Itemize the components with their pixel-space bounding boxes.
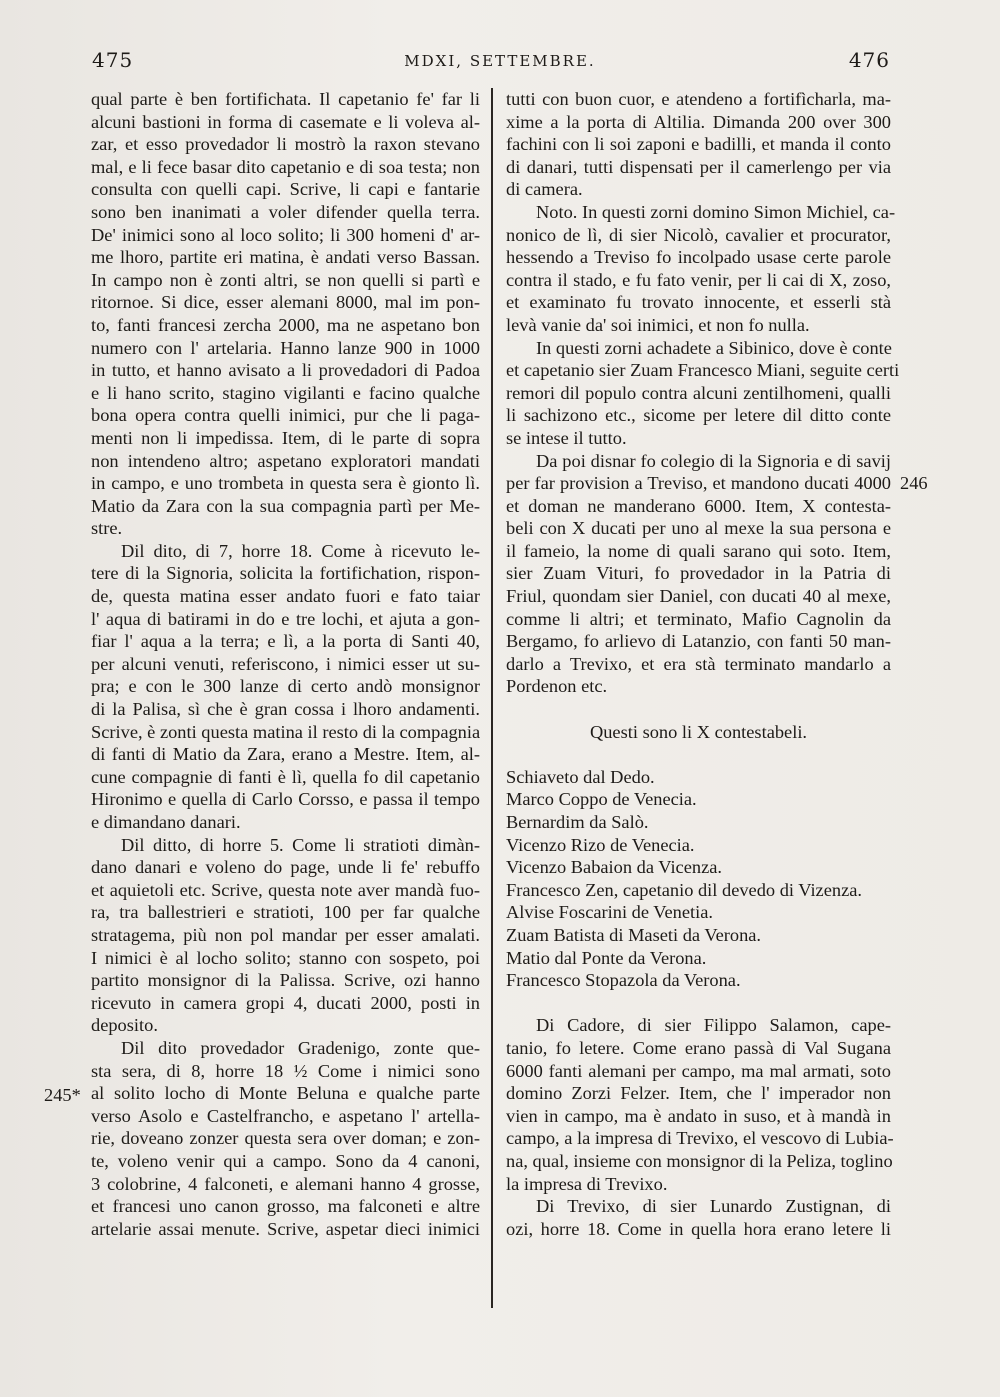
text-line: Noto. In questi zorni domino Simon Michiel, ca- (536, 201, 896, 222)
text-line: Bergamo, fo arlievo di Latanzio, con fanti 50 man- (506, 631, 891, 652)
list-item: Francesco Zen, capetanio dil devedo di Vizenza. (506, 879, 863, 900)
text-line: Dil dito provedador Gradenigo, zonte que- (121, 1037, 480, 1058)
text-line: In campo non è zonti altri, se non quelli si partì e (91, 269, 480, 290)
spacer (506, 698, 891, 721)
spacer (506, 992, 891, 1015)
text-line: di fanti di Matio da Zara, erano a Mestre. Item, al- (91, 744, 480, 765)
list-item: Vicenzo Babaion da Vicenza. (506, 857, 722, 878)
text-line: contra il stado, e fu fato venir, per li cai di X, zoso, (506, 269, 891, 290)
text-line: di danari, tutti dispensati per il camerlengo per via (506, 156, 891, 177)
text-line: menti non li impedissa. Item, di le parte di sopra (91, 427, 480, 448)
list-item: Vicenzo Rizo de Venecia. (506, 834, 695, 855)
text-line: na, qual, insieme con monsignor di la Peliza, toglino (506, 1150, 893, 1171)
text-line: al solito locho di Monte Beluna e qualche parte (91, 1083, 480, 1104)
text-line: Friul, quondam sier Daniel, con ducati 40 al mexe, (506, 586, 891, 607)
text-line: di la Palisa, sì che è gran cossa i lhoro andamenti. (91, 699, 480, 720)
text-line: 3 colobrine, 4 falconeti, e alemani hanno 4 grosse, (91, 1173, 480, 1194)
text-line: comme li altri; et terminato, Mafio Cagnolin da (506, 608, 891, 629)
text-line: zar, et esso provedador li mostrò la raxon stevano (91, 134, 480, 155)
spacer (506, 743, 891, 766)
list-item: Bernardim da Salò. (506, 812, 649, 832)
text-line: fachini con li soi zaponi e badilli, et manda il conto (506, 134, 891, 155)
text-line: Di Cadore, di sier Filippo Salamon, cape- (536, 1015, 891, 1036)
text-line: e li hano scrito, stagino vigilanti e facino qualche (91, 382, 480, 403)
text-line: levà vanie da' soi inimici, et non fo nulla. (506, 314, 810, 335)
text-line: fiar l' aqua a la terra; e lì, a la porta di Santi 40, (91, 631, 480, 652)
list-item: Marco Coppo de Venecia. (506, 789, 697, 810)
text-line: bona opera contra quelli inimici, pur che li paga- (91, 405, 480, 426)
text-line: Di Trevixo, di sier Lunardo Zustignan, di (536, 1196, 891, 1217)
text-line: Pordenon etc. (506, 676, 608, 697)
text-line: xime a la porta di Altilia. Dimanda 200 over 300 (506, 111, 891, 132)
text-line: domino Zorzi Felzer. Item, che l' imperador non (506, 1083, 891, 1104)
text-line: verso Asolo e Castelfrancho, e aspetano l' artella- (91, 1105, 480, 1126)
text-line: me lhoro, partite eri matina, è andati verso Bassan. (91, 247, 480, 268)
text-line: beli con X ducati per uno al mexe la sua persona e (506, 518, 891, 539)
right-text-column (506, 88, 900, 1240)
text-line: dano danari e voleno do page, unde li fe' rebuffo (91, 857, 480, 878)
text-line: vien in campo, ma è andato in suso, et à mandà in (506, 1105, 891, 1126)
text-line: alcuni bastioni in forma di casemate e li voleva al- (91, 111, 480, 132)
text-line: et capetanio sier Zuam Francesco Miani, seguite certi (506, 360, 900, 381)
text-line: deposito. (91, 1015, 158, 1036)
text-line: cune compagnie di fanti è lì, quella fo dil capetanio (91, 766, 480, 787)
text-line: ozi, horre 18. Come in quella hora erano letere li (506, 1218, 891, 1239)
text-line: nonico de lì, di sier Nicolò, cavalier et procurator, (506, 224, 891, 245)
text-line: pra; e con le 300 lanze di certo andò monsignor (91, 676, 480, 697)
text-line: te, voleno venir qui a campo. Sono da 4 canoni, (91, 1150, 480, 1171)
text-line: Dil ditto, di horre 5. Come li stratioti dimàn- (121, 834, 480, 855)
text-line: in campo, e uno trombeta in questa sera è gionto lì. (91, 473, 480, 494)
text-line: Da poi disnar fo colegio di la Signoria e di savij (536, 450, 891, 471)
text-line: tutti con buon cuor, e atendeno a fortifìcharla, ma- (506, 89, 891, 109)
text-line: et francesi uno canon grosso, ma falconeti e altre (91, 1196, 480, 1217)
text-line: de, questa matina esser andato fuori e fato taiar (91, 586, 480, 607)
text-line: remori dil populo contra alcuni zentilhomeni, qualli (506, 382, 891, 403)
list-item: Alvise Foscarini de Venetia. (506, 902, 714, 923)
text-line: et doman ne manderano 6000. Item, X contesta- (506, 495, 891, 516)
text-line: stre. (91, 518, 123, 539)
text-line: l' aqua di batirami in do e tre lochi, et ajuta a gon- (91, 608, 480, 629)
text-line: qual parte è ben fortifichata. Il capetanio fe' far li (91, 89, 480, 109)
text-line: rie, doveano zonzer questa sera over doman; e zon- (91, 1128, 480, 1149)
list-item: Francesco Stopazola da Verona. (506, 970, 741, 991)
text-line: la impresa di Trevixo. (506, 1173, 668, 1194)
right-page-number: 476 (848, 48, 890, 72)
list-item: Matio dal Ponte da Verona. (506, 947, 707, 968)
text-line: tere di la Signoria, solicita la fortifichation, rispon- (91, 563, 480, 584)
text-line: e dimandano danari. (91, 812, 241, 832)
margin-mark-left: 245* (44, 1085, 81, 1105)
text-line: campo, a la impresa di Trevixo, el vescovo di Lubia- (506, 1128, 894, 1149)
section-heading: Questi sono li X contestabeli. (589, 721, 808, 742)
text-line: tanio, fo letere. Come erano passà di Val Sugana (506, 1037, 891, 1058)
text-line: se intese il tutto. (506, 427, 627, 448)
text-line: li sachizono etc., sicome per letere dil ditto conte (506, 405, 891, 426)
text-line: darlo a Trevixo, et era stà terminato mandarlo a (506, 653, 891, 674)
text-line: Hironimo e quella di Carlo Corsso, e passa il tempo (91, 789, 480, 810)
text-line: De' inimici sono al loco solito; li 300 homeni d' ar- (91, 224, 480, 245)
text-line: sono ben inanimati a voler difender quella terra. (91, 201, 480, 222)
text-line: ricevuto in camera gropi 4, ducati 2000, posti in (91, 992, 480, 1013)
text-line: ra, tra ballestrieri e stratioti, 100 per far qualche (91, 902, 480, 923)
text-line: Dil dito, di 7, horre 18. Come à ricevuto le- (121, 540, 480, 561)
text-line: consulta con quelli capi. Scrive, li capi e fantarie (91, 179, 480, 200)
text-line: 6000 fanti alemani per campo, ma mal armati, soto (506, 1060, 891, 1081)
left-page-number: 475 (92, 48, 134, 72)
text-line: Scrive, è zonti questa matina il resto di la compagnia (91, 721, 481, 742)
text-line: mal, e li fece basar dito capetanio e di soa testa; non (91, 156, 480, 177)
text-line: in tutto, et hanno avisato a li provedadori di Padoa (91, 360, 480, 381)
text-line: per alcuni venuti, referiscono, i nimici esser ut su- (91, 653, 480, 674)
text-line: il fameio, la nome di quali sarano qui soto. Item, (506, 540, 891, 561)
text-line: sta sera, di 8, horre 18 ½ Come i nimici sono (91, 1060, 480, 1081)
text-line: to, fanti francesi zercha 2000, ma ne aspetano bon (91, 314, 480, 335)
text-line: sier Zuam Vituri, fo provedador in la Patria di (506, 563, 891, 584)
text-line: Matio da Zara con la sua compagnia partì per Me- (91, 495, 480, 516)
text-line: partito monsignor di la Palissa. Scrive, ozi hanno (91, 970, 480, 991)
text-line: non intendeno altro; aspetano exploratori mandati (91, 450, 480, 471)
list-item: Schiaveto dal Dedo. (506, 766, 655, 787)
text-line: di camera. (506, 179, 583, 200)
text-line: In questi zorni achadete a Sibinico, dove è conte (536, 337, 892, 358)
text-line: numero con l' artelaria. Hanno lanze 900 in 1000 (91, 337, 480, 358)
text-line: I nimici è al locho solito; stanno con sospeto, poi (91, 947, 480, 968)
text-line: ritornoe. Si dice, esser alemani 8000, mal im pon- (91, 292, 480, 313)
text-line: stratagema, più non pol mandar per esser amalati. (91, 924, 480, 945)
left-text-column (91, 88, 480, 1240)
column-divider (491, 88, 493, 1308)
text-line: artelarie assai menute. Scrive, aspetar dieci inimici (91, 1218, 480, 1239)
margin-mark-right: 246 (900, 473, 928, 493)
text-line: et aquietoli etc. Scrive, questa note aver mandà fuo- (91, 879, 480, 900)
text-line: per far provision a Treviso, et mandono ducati 4000 (506, 473, 891, 494)
text-line: hessendo a Treviso fo incolpado usase certe parole (506, 247, 891, 268)
running-header-title: MDXI, SETTEMBRE. (404, 52, 596, 70)
text-line: et examinato fu trovato innocente, et esserli stà (506, 292, 891, 313)
list-item: Zuam Batista di Maseti da Verona. (506, 924, 762, 945)
